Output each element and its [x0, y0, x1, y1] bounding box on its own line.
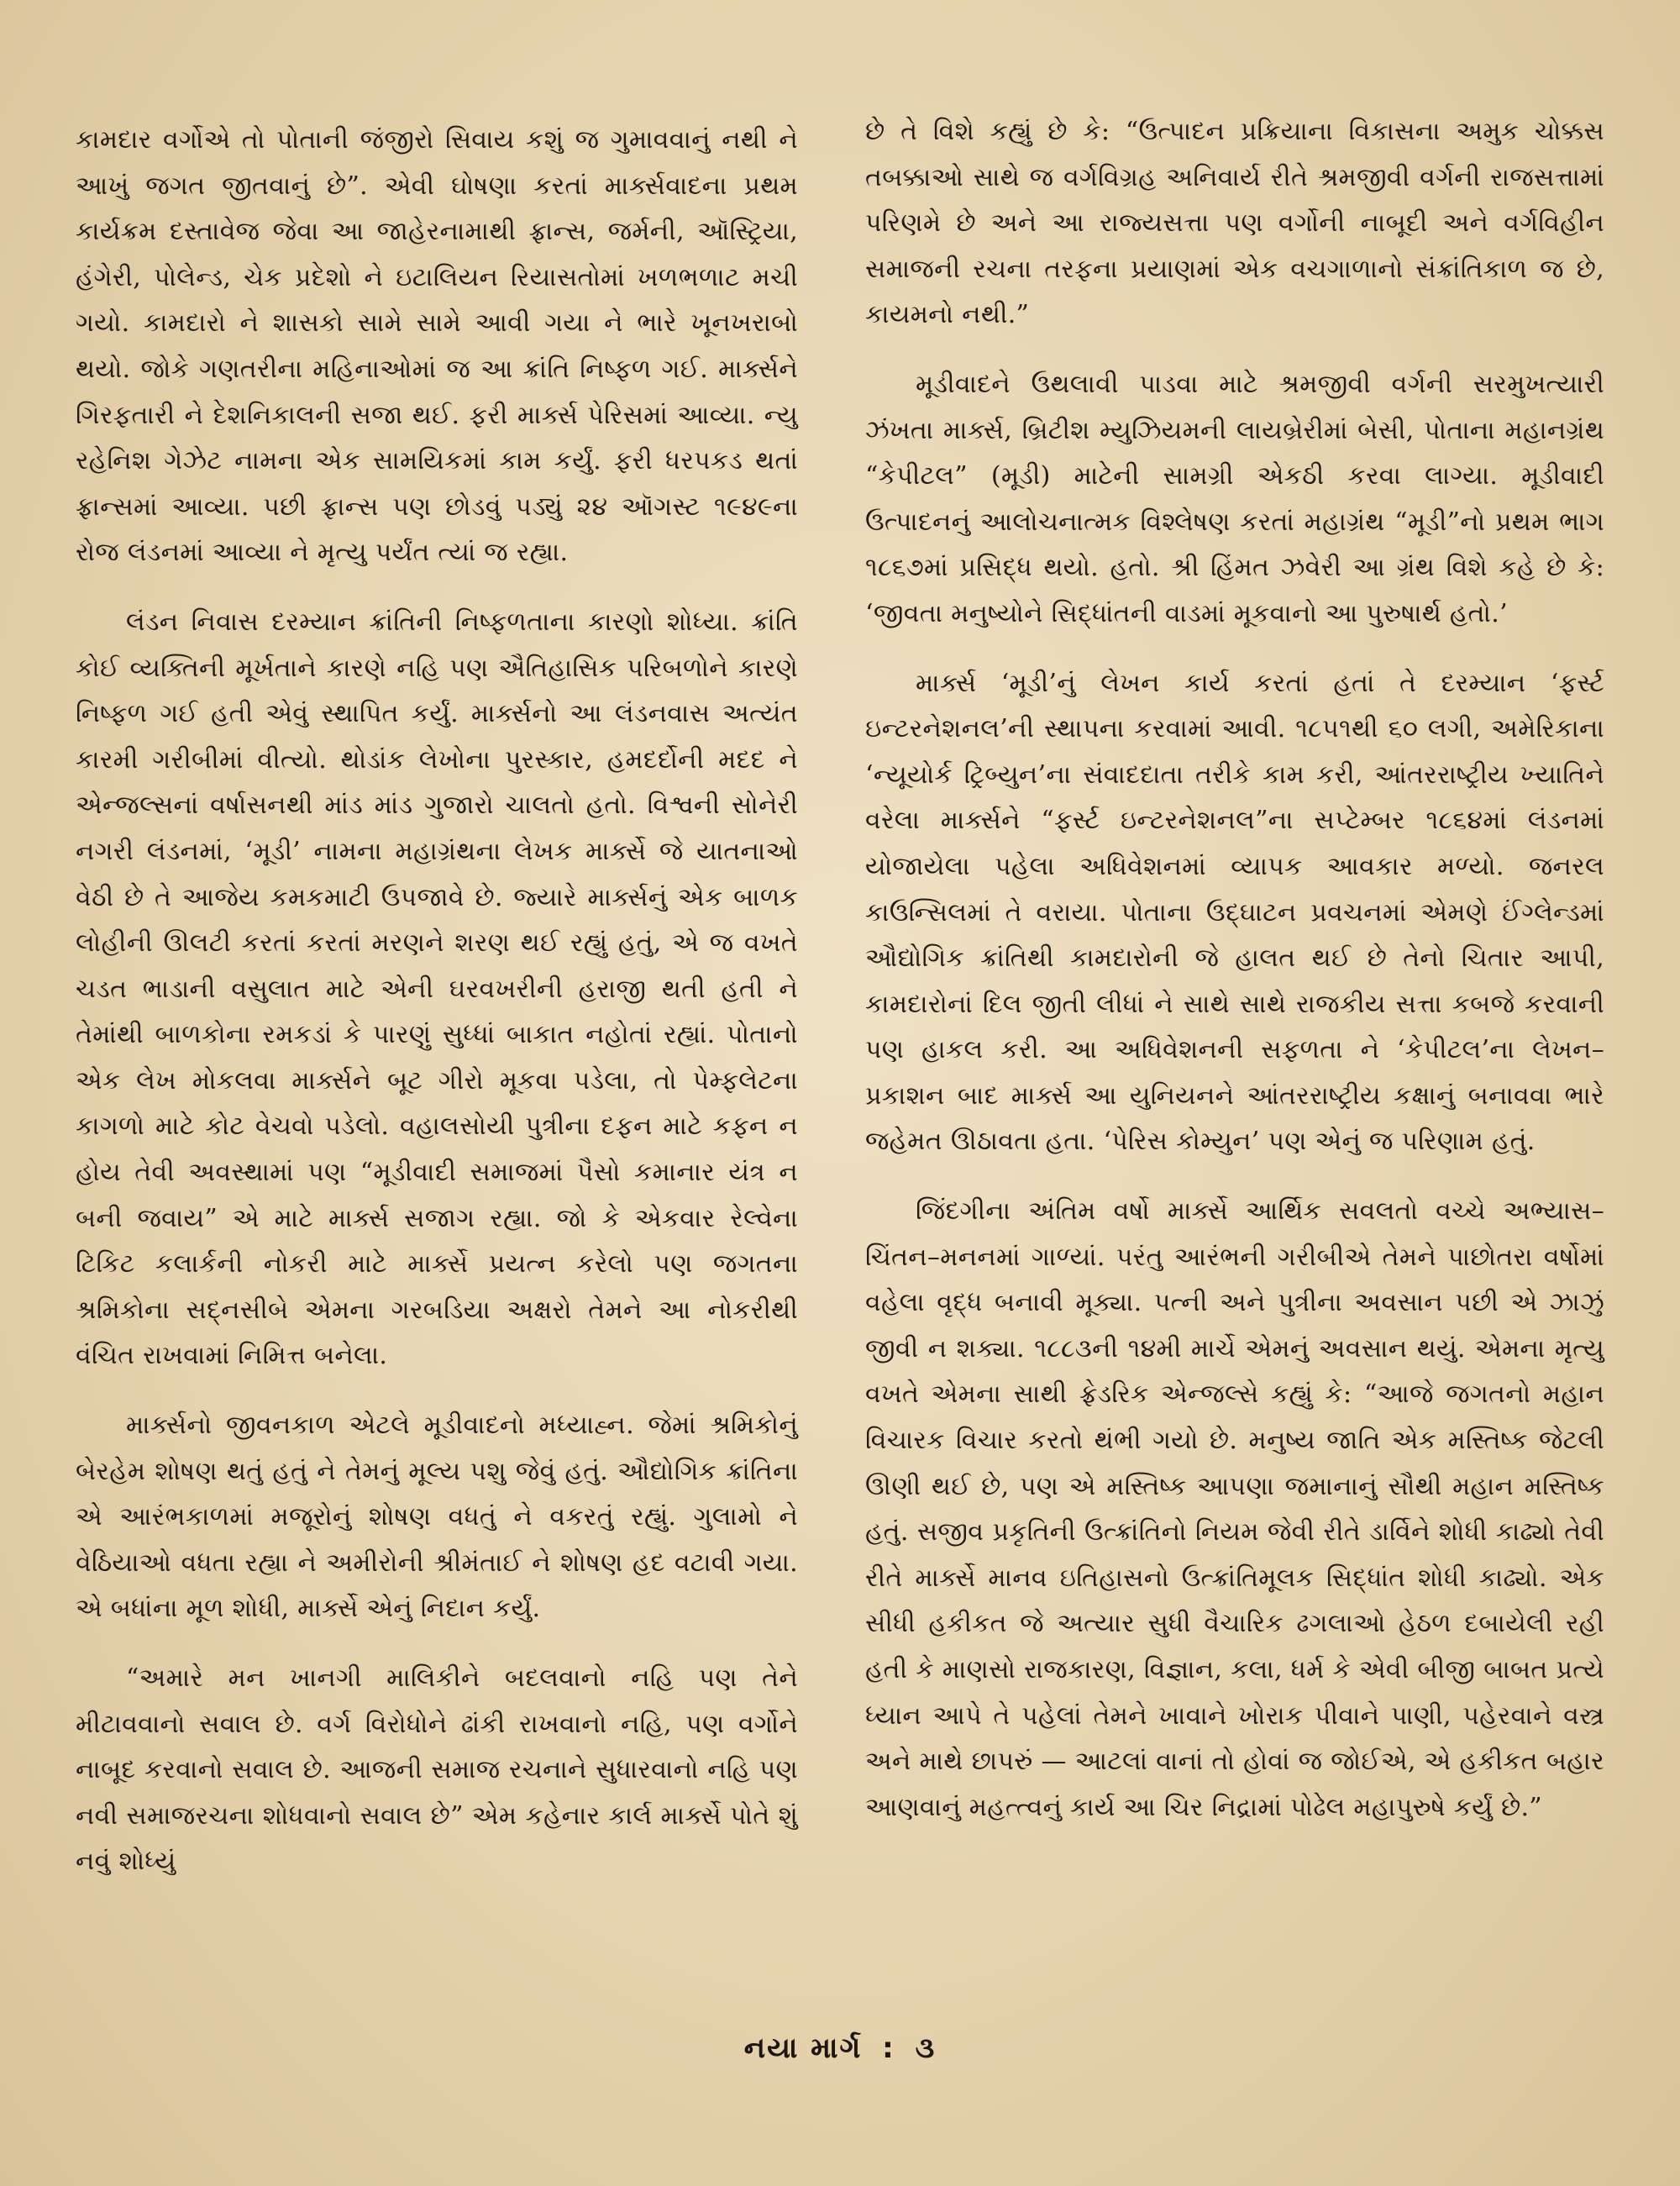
paragraph: માર્ક્સ ‘મૂડી’નું લેખન કાર્ય કરતાં હતાં તે દરમ્યાન ‘ફર્સ્ટ ઇન્ટરનેશનલ’ની સ્થાપના કરવામાં આવી. ૧૮૫૧થી ૬૦ લગી, અમેરિકાના ‘ન્યૂયોર્ક ટ્રિબ્યુન’ના સંવાદદાતા તરીકે કામ કરી, આંતરરાષ્ટ્રીય ખ્યાતિને વરેલા માર્ક્સને “ફર્સ્ટ ઇન્ટરનેશનલ”ના સપ્ટેમ્બર ૧૮૬૪માં લંડનમાં યોજાયેલા પહેલા અધિવેશનમાં વ્યાપક આવકાર મળ્યો. જનરલ કાઉન્સિલમાં તે વરાયા. પોતાના ઉદ્‌ઘાટન પ્રવચનમાં એમણે ઈંગ્લેન્ડમાં ઔદ્યોગિક ક્રાંતિથી કામદારોની જે હાલત થઈ છે તેનો ચિતાર આપી, કામદારોનાં દિલ જીતી લીધાં ને સાથે સાથે રાજકીય સત્તા કબજે કરવાની પણ હાકલ કરી. આ અધિવેશનની સફળતા ને ‘કેપીટલ’ના લેખન–પ્રકાશન બાદ માર્ક્સ આ યુનિયનને આંતરરાષ્ટ્રીય કક્ષાનું બનાવવા ભારે જહેમત ઊઠાવતા હતા. ‘પેરિસ કોમ્યુન’ પણ એનું જ પરિણામ હતું. [865, 668, 1604, 1157]
paragraph: માર્ક્સનો જીવનકાળ એટલે મૂડીવાદનો મધ્યાહ્ન. જેમાં શ્રમિકોનું બેરહેમ શોષણ થતું હતું ને તેમનું મૂલ્ય પશુ જેવું હતું. ઔદ્યોગિક ક્રાંતિના એ આરંભકાળમાં મજૂરોનું શોષણ વધતું ને વકરતું રહ્યું. ગુલામો ને વેઠિયાઓ વધતા રહ્યા ને અમીરોની શ્રીમંતાઈ ને શોષણ હદ વટાવી ગયા. એ બધાંના મૂળ શોધી, માર્ક્સે એનું નિદાન કર્યું. [76, 1411, 798, 1624]
right-column [865, 109, 1604, 1854]
paragraph: “અમારે મન ખાનગી માલિકીને બદલવાનો નહિ પણ તેને મીટાવવાનો સવાલ છે. વર્ગ વિરોધોને ઢાંકી રાખવાનો નહિ, પણ વર્ગોને નાબૂદ કરવાનો સવાલ છે. આજની સમાજ રચનાને સુધારવાનો નહિ પણ નવી સમાજરચના શોધવાનો સવાલ છે” એમ કહેનાર કાર્લ માર્ક્સે પોતે શું નવું શોધ્યું [76, 1663, 798, 1877]
left-column [76, 118, 798, 1909]
paragraph: મૂડીવાદને ઉથલાવી પાડવા માટે શ્રમજીવી વર્ગની સરમુખત્યારી ઝંખતા માર્ક્સ, બ્રિટીશ મ્યુઝિયમની લાયબ્રેરીમાં બેસી, પોતાના મહાનગ્રંથ “કેપીટલ” (મૂડી) માટેની સામગ્રી એકઠી કરવા લાગ્યા. મૂડીવાદી ઉત્પાદનનું આલોચનાત્મક વિશ્લેષણ કરતાં મહાગ્રંથ “મૂડી”નો પ્રથમ ભાગ ૧૮૬૭માં પ્રસિદ્ધ થયો. હતો. શ્રી હિંમત ઝવેરી આ ગ્રંથ વિશે કહે છે કે: ‘જીવતા મનુષ્યોને સિદ્ધાંતની વાડમાં મૂકવાનો આ પુરુષાર્થ હતો.’ [865, 369, 1604, 628]
page-number: ૩ [915, 2031, 937, 2065]
magazine-name: નયા માર્ગ [743, 2031, 863, 2065]
paragraph: જિંદગીના અંતિમ વર્ષો માર્ક્સે આર્થિક સવલતો વચ્ચે અભ્યાસ–ચિંતન–મનનમાં ગાળ્યાં. પરંતુ આરંભની ગરીબીએ તેમને પાછોતરા વર્ષોમાં વહેલા વૃદ્ધ બનાવી મૂક્યા. પત્ની અને પુત્રીના અવસાન પછી એ ઝાઝું જીવી ન શક્યા. ૧૮૮૩ની ૧૪મી માર્ચે એમનું અવસાન થયું. એમના મૃત્યુ વખતે એમના સાથી ફ્રેડરિક એન્જલ્સે કહ્યું કે: “આજે જગતનો મહાન વિચારક વિચાર કરતો થંભી ગયો છે. મનુષ્ય જાતિ એક મસ્તિષ્ક જેટલી ઊણી થઈ છે, પણ એ મસ્તિષ્ક આપણા જમાનાનું સૌથી મહાન મસ્તિષ્ક હતું. સજીવ પ્રકૃતિની ઉત્ક્રાંતિનો નિયમ જેવી રીતે ડાર્વિને શોધી કાઢ્યો તેવી રીતે માર્ક્સે માનવ ઇતિહાસનો ઉત્ક્રાંતિમૂલક સિદ્ધાંત શોધી કાઢ્યો. એક સીધી હકીકત જે અત્યાર સુધી વૈચારિક ઢગલાઓ હેઠળ દબાયેલી રહી હતી કે માણસો રાજકારણ, વિજ્ઞાન, કલા, ધર્મ કે એવી બીજી બાબત પ્રત્યે ધ્યાન આપે તે પહેલાં તેમને ખાવાને ખોરાક પીવાને પાણી, પહેરવાને વસ્ત્ર અને માથે છાપરું — આટલાં વાનાં તો હોવાં જ જોઈએ, એ હકીકત બહાર આણવાનું મહત્ત્વનું કાર્ય આ ચિર નિદ્રામાં પોઢેલ મહાપુરુષે કર્યું છે.” [865, 1196, 1604, 1822]
paragraph: છે તે વિશે કહ્યું છે કે: “ઉત્પાદન પ્રક્રિયાના વિકાસના અમુક ચોક્કસ તબક્કાઓ સાથે જ વર્ગવિગ્રહ અનિવાર્ય રીતે શ્રમજીવી વર્ગની રાજસત્તામાં પરિણમે છે અને આ રાજ્યસત્તા પણ વર્ગોની નાબૂદી અને વર્ગવિહીન સમાજની રચના તરફના પ્રયાણમાં એક વચગાળાનો સંક્રાંતિકાળ જ છે, કાયમનો નથી.” [865, 117, 1604, 330]
paragraph: કામદાર વર્ગોએ તો પોતાની જંજીરો સિવાય કશું જ ગુમાવવાનું નથી ને આખું જગત જીતવાનું છે”. એવી ઘોષણા કરતાં માર્ક્સવાદના પ્રથમ કાર્યક્રમ દસ્તાવેજ જેવા આ જાહેરનામાથી ફ્રાન્સ, જર્મની, ઑસ્ટ્રિયા, હંગેરી, પોલેન્ડ, ચેક પ્રદેશો ને ઇટાલિયન રિયાસતોમાં ખળભળાટ મચી ગયો. કામદારો ને શાસકો સામે સામે આવી ગયા ને ભારે ખૂનખરાબો થયો. જોકે ગણતરીના મહિનાઓમાં જ આ ક્રાંતિ નિષ્ફળ ગઈ. માર્ક્સને ગિરફતારી ને દેશનિકાલની સજા થઈ. ફરી માર્ક્સ પેરિસમાં આવ્યા. ન્યુ રહેનિશ ગેઝેટ નામના એક સામયિકમાં કામ કર્યું. ફરી ધરપકડ થતાં ફ્રાન્સમાં આવ્યા. પછી ફ્રાન્સ પણ છોડવું પડ્યું ૨૪ ઑગસ્ટ ૧૯૪૯ના રોજ લંડનમાં આવ્યા ને મૃત્યુ પર્યંત ત્યાં જ રહ્યા. [76, 125, 798, 568]
paragraph: લંડન નિવાસ દરમ્યાન ક્રાંતિની નિષ્ફળતાના કારણો શોધ્યા. ક્રાંતિ કોઈ વ્યક્તિની મૂર્ખતાને કારણે નહિ પણ ઐતિહાસિક પરિબળોને કારણે નિષ્ફળ ગઈ હતી એવું સ્થાપિત કર્યું. માર્ક્સનો આ લંડનવાસ અત્યંત કારમી ગરીબીમાં વીત્યો. થોડાંક લેખોના પુરસ્કાર, હમદર્દોની મદદ ને એન્જલ્સનાં વર્ષાસનથી માંડ માંડ ગુજારો ચાલતો હતો. વિશ્વની સોનેરી નગરી લંડનમાં, ‘મૂડી’ નામના મહાગ્રંથના લેખક માર્ક્સે જે યાતનાઓ વેઠી છે તે આજેય કમકમાટી ઉપજાવે છે. જ્યારે માર્ક્સનું એક બાળક લોહીની ઊલટી કરતાં કરતાં મરણને શરણ થઈ રહ્યું હતું, એ જ વખતે ચડત ભાડાની વસુલાત માટે એની ઘરવખરીની હરાજી થતી હતી ને તેમાંથી બાળકોના રમકડાં કે પારણું સુધ્ધાં બાકાત નહોતાં રહ્યાં. પોતાનો એક લેખ મોકલવા માર્ક્સને બૂટ ગીરો મૂકવા પડેલા, તો પેમ્ફલેટના કાગળો માટે કોટ વેચવો પડેલો. વહાલસોયી પુત્રીના દફન માટે કફન ન હોય તેવી અવસ્થામાં પણ “મૂડીવાદી સમાજમાં પૈસો કમાનાર યંત્ર ન બની જવાય” એ માટે માર્ક્સ સજાગ રહ્યા. જો કે એકવાર રેલ્વેના ટિકિટ કલાર્કની નોકરી માટે માર્ક્સે પ્રયત્ન કરેલો પણ જગતના શ્રમિકોના સદ્નસીબે એમના ગરબડિયા અક્ષરો તેમને આ નોકરીથી વંચિત રાખવામાં નિમિત્ત બનેલા. [76, 607, 798, 1371]
page-footer [0, 2031, 1680, 2065]
footer-separator: : [882, 2031, 895, 2065]
